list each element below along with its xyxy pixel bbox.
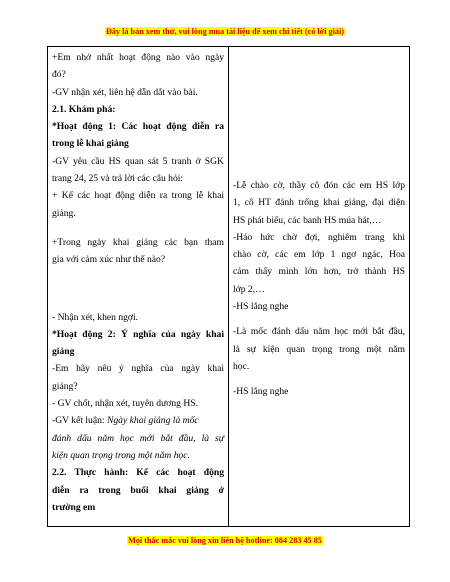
text-line: -HS lắng nghe	[233, 386, 289, 398]
text-line: đó?	[52, 69, 66, 81]
lesson-plan-table	[47, 46, 410, 527]
text-line: cảm thấy mình lớn hơn, trở thành HS	[233, 266, 405, 278]
text-line: HS phát biểu, các banh HS múa hát,…	[233, 214, 382, 226]
text-line: -Là mốc đánh dấu năm học mới bắt đầu,	[233, 326, 405, 338]
text-line: trang 24, 25 và trả lời các câu hỏi:	[52, 173, 184, 185]
conclusion-text: đánh dấu năm học mới bắt đầu, là sự	[52, 432, 224, 444]
preview-notice-text: Đây là bản xem thử, vui lòng mua tài liệu để xem chi tiết (có lời giải)	[105, 27, 344, 36]
text-line: +Em nhớ nhất hoạt động nào vào ngày	[52, 52, 224, 63]
student-activities-cell	[229, 47, 410, 527]
conclusion-line	[52, 412, 224, 429]
section-heading: 2.1. Khám phá:	[52, 103, 116, 115]
text-line: -Em hãy nêu ý nghĩa của ngày khai	[52, 363, 224, 375]
conclusion-label: -GV kết luận:	[52, 415, 107, 427]
text-line: -HS lắng nghe	[233, 301, 289, 313]
text-line: -GV yêu cầu HS quan sát 5 tranh ở SGK	[52, 155, 224, 167]
teacher-activities-cell	[48, 47, 229, 527]
preview-notice-banner	[0, 27, 450, 36]
conclusion-text: Ngày khai giảng là mốc	[106, 415, 199, 427]
text-line: giảng.	[52, 207, 76, 219]
activity-heading: *Hoạt động 2: Ý nghĩa của ngày khai	[52, 328, 224, 340]
text-line: -GV nhận xét, liên hệ dẫn dắt vào bài.	[52, 86, 198, 98]
text-line: giảng?	[52, 380, 78, 392]
text-line: -Háo hức chờ đợi, nghiêm trang khi	[233, 231, 405, 243]
hotline-notice-banner	[0, 536, 450, 545]
text-line: gia với cảm xúc như thế nào?	[52, 254, 166, 266]
activity-heading: trong lễ khai giảng	[52, 138, 129, 150]
section-heading: diễn ra trong buổi khai giảng ở	[52, 484, 224, 496]
section-heading: 2.2. Thực hành: Kể các hoạt động	[52, 467, 224, 479]
text-line: -Lễ chào cờ, thầy cô đón các em HS lớp	[233, 180, 405, 191]
text-line: 1, cô HT đánh trống khai giảng, đại diện	[233, 197, 405, 209]
table-row	[48, 47, 410, 527]
hotline-notice-text: Mọi thắc mắc vui lòng xin liên hệ hotline: 084 283 45 85	[128, 536, 322, 545]
activity-heading: giảng	[52, 346, 75, 358]
text-line: chào cờ, các em lớp 1 ngơ ngác, Hoa	[233, 249, 405, 261]
conclusion-text: kiện quan trọng trong một năm học.	[52, 449, 190, 461]
text-line: - Nhận xét, khen ngợi.	[52, 311, 139, 323]
text-line: + Kể các hoạt động diễn ra trong lễ khai	[52, 190, 224, 202]
activity-heading: *Hoạt động 1: Các hoạt động diễn ra	[52, 121, 224, 133]
text-line: - GV chốt, nhận xét, tuyên dương HS.	[52, 398, 198, 410]
text-line: học.	[233, 360, 250, 372]
section-heading: trường em	[52, 501, 96, 513]
text-line: +Trong ngày khai giảng các bạn tham	[52, 236, 224, 248]
text-line: lớp 2,…	[233, 283, 265, 295]
text-line: là sự kiện quan trọng trong một năm	[233, 343, 405, 355]
